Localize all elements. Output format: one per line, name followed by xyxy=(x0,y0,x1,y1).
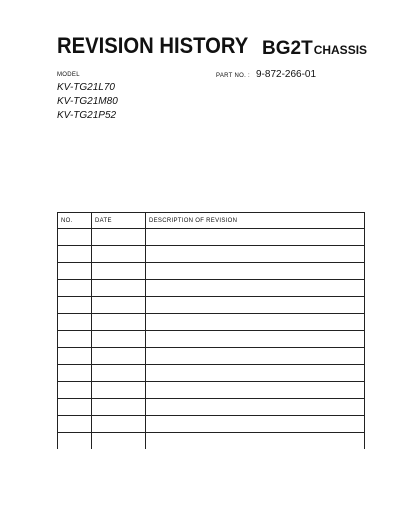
date-cell xyxy=(92,297,146,314)
model-name: KV-TG21M80 xyxy=(57,96,118,107)
column-header-no: NO. xyxy=(58,213,92,229)
no-cell xyxy=(58,297,92,314)
no-cell xyxy=(58,280,92,297)
date-cell xyxy=(92,246,146,263)
date-cell xyxy=(92,229,146,246)
no-cell xyxy=(58,348,92,365)
description-cell xyxy=(146,433,365,450)
description-cell xyxy=(146,416,365,433)
no-cell xyxy=(58,229,92,246)
table-row xyxy=(58,280,365,297)
description-cell xyxy=(146,263,365,280)
no-cell xyxy=(58,365,92,382)
table-row xyxy=(58,229,365,246)
revision-table xyxy=(57,212,365,449)
description-cell xyxy=(146,365,365,382)
chassis-label xyxy=(262,38,367,60)
chassis-word: CHASSIS xyxy=(313,43,368,57)
table-row xyxy=(58,314,365,331)
no-cell xyxy=(58,246,92,263)
description-cell xyxy=(146,399,365,416)
no-cell xyxy=(58,399,92,416)
description-cell xyxy=(146,297,365,314)
description-cell xyxy=(146,382,365,399)
description-cell xyxy=(146,280,365,297)
description-cell xyxy=(146,229,365,246)
table-row xyxy=(58,297,365,314)
model-name: KV-TG21L70 xyxy=(57,82,115,93)
description-cell xyxy=(146,246,365,263)
no-cell xyxy=(58,331,92,348)
date-cell xyxy=(92,314,146,331)
model-name: KV-TG21P52 xyxy=(57,110,117,121)
date-cell xyxy=(92,365,146,382)
table-row xyxy=(58,416,365,433)
date-cell xyxy=(92,331,146,348)
model-label: MODEL xyxy=(57,72,80,78)
table-row xyxy=(58,263,365,280)
chassis-code: BG2T xyxy=(262,38,313,59)
table-row xyxy=(58,382,365,399)
date-cell xyxy=(92,348,146,365)
no-cell xyxy=(58,382,92,399)
date-cell xyxy=(92,416,146,433)
table-row xyxy=(58,433,365,450)
date-cell xyxy=(92,280,146,297)
no-cell xyxy=(58,416,92,433)
table-row xyxy=(58,246,365,263)
column-header-date: DATE xyxy=(92,213,146,229)
part-no-label: PART NO. : xyxy=(216,73,251,79)
no-cell xyxy=(58,433,92,450)
date-cell xyxy=(92,263,146,280)
table-row xyxy=(58,399,365,416)
description-cell xyxy=(146,331,365,348)
table-row xyxy=(58,348,365,365)
description-cell xyxy=(146,348,365,365)
page-title: REVISION HISTORY xyxy=(57,33,249,58)
description-cell xyxy=(146,314,365,331)
table-header-row xyxy=(58,213,365,229)
date-cell xyxy=(92,433,146,450)
no-cell xyxy=(58,314,92,331)
column-header-description: DESCRIPTION OF REVISION xyxy=(146,213,365,229)
revision-table-body xyxy=(58,229,365,450)
part-no-value: 9-872-266-01 xyxy=(256,69,317,80)
table-row xyxy=(58,331,365,348)
no-cell xyxy=(58,263,92,280)
date-cell xyxy=(92,382,146,399)
table-row xyxy=(58,365,365,382)
date-cell xyxy=(92,399,146,416)
